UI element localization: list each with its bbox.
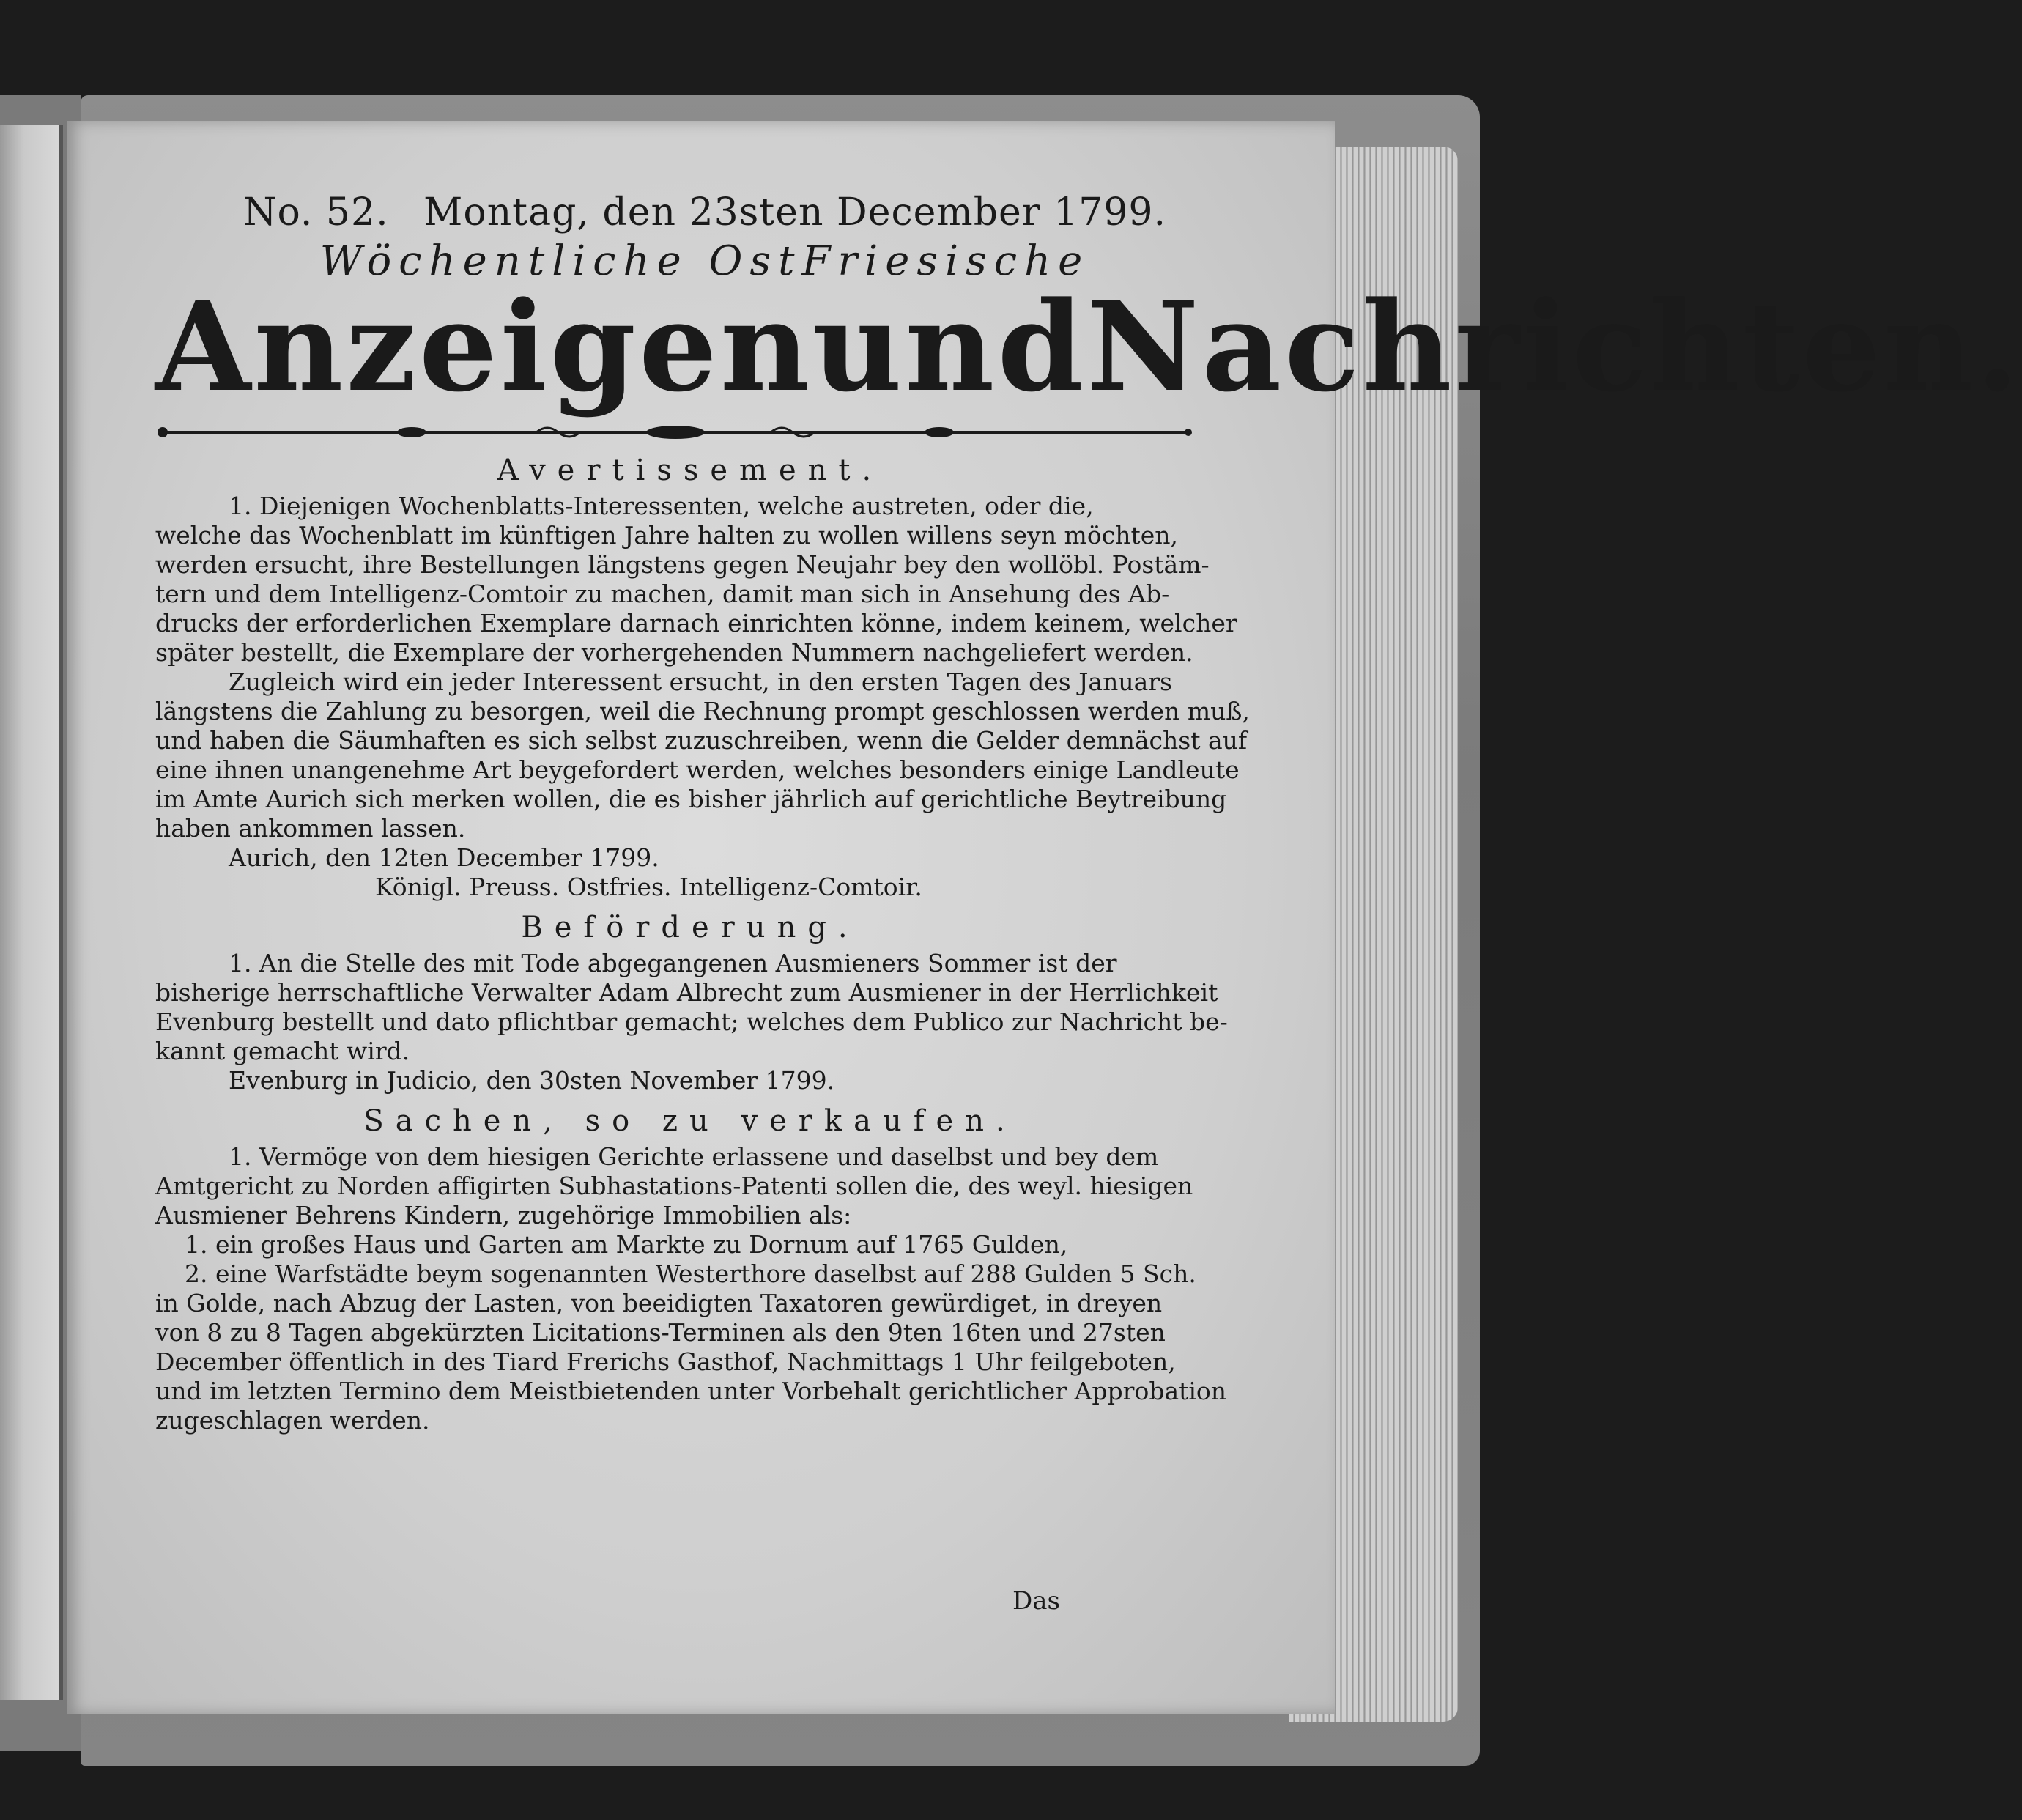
- avertissement-body: [155, 492, 1250, 902]
- text-line: tern und dem Intelligenz-Comtoir zu machen, damit man sich in Ansehung des Ab-: [155, 580, 1170, 608]
- text-line: und haben die Säumhaften es sich selbst zuzuschreiben, wenn die Gelder demnächst auf: [155, 726, 1248, 755]
- verkaufen-body: [155, 1142, 1225, 1435]
- text-line: welche das Wochenblatt im künftigen Jahre halten zu wollen willens seyn möchten,: [155, 521, 1178, 550]
- text-line: zugeschlagen werden.: [155, 1406, 430, 1435]
- left-page-edge: [0, 125, 63, 1700]
- text-line: im Amte Aurich sich merken wollen, die es bisher jährlich auf gerichtliche Beytreibung: [155, 785, 1227, 813]
- page-content: [155, 190, 2022, 1435]
- ornamental-rule: [155, 423, 1196, 442]
- text-line: in Golde, nach Abzug der Lasten, von beeidigten Taxatoren gewürdiget, in dreyen: [155, 1289, 1163, 1317]
- issue-date: Montag, den 23sten December 1799.: [423, 190, 1167, 234]
- issue-number: No. 52.: [242, 190, 389, 234]
- place-date: Aurich, den 12ten December 1799.: [229, 843, 659, 872]
- text-line: und im letzten Termino dem Meistbietenden unter Vorbehalt gerichtlicher Approbation: [155, 1377, 1227, 1405]
- text-line: Ausmiener Behrens Kindern, zugehörige Immobilien als:: [155, 1201, 852, 1229]
- text-line: December öffentlich in des Tiard Frerichs Gasthof, Nachmittags 1 Uhr feilgeboten,: [155, 1347, 1176, 1376]
- masthead-word-1: Anzeigen: [155, 274, 813, 419]
- text-line: längstens die Zahlung zu besorgen, weil die Rechnung prompt geschlossen werden muß,: [155, 697, 1250, 725]
- dateline: [185, 190, 1225, 234]
- masthead-subtitle: Wöchentliche OstFriesische: [319, 237, 1090, 285]
- place-date: Evenburg in Judicio, den 30sten November 1799.: [229, 1066, 835, 1095]
- text-line: 1. Diejenigen Wochenblatts-Interessenten, welche austreten, oder die,: [229, 492, 1094, 520]
- masthead-word-2: und: [812, 274, 1086, 419]
- section-heading-avertissement: Avertissement.: [497, 454, 884, 487]
- section-heading-verkaufen: Sachen, so zu verkaufen.: [363, 1104, 1017, 1138]
- text-line: Zugleich wird ein jeder Interessent ersucht, in den ersten Tagen des Januars: [229, 667, 1172, 696]
- text-line: haben ankommen lassen.: [155, 814, 466, 843]
- text-line: bisherige herrschaftliche Verwalter Adam Albrecht zum Ausmiener in der Herrlichkeit: [155, 978, 1218, 1007]
- text-line: später bestellt, die Exemplare der vorhergehenden Nummern nachgeliefert werden.: [155, 638, 1193, 667]
- catchword: Das: [1012, 1586, 1060, 1616]
- befoerderung-body: [155, 949, 1228, 1095]
- text-line: kannt gemacht wird.: [155, 1037, 410, 1065]
- newspaper-page: [67, 121, 2022, 1714]
- text-line: Amtgericht zu Norden affigirten Subhastations-Patenti sollen die, des weyl. hiesigen: [155, 1172, 1193, 1200]
- signature: Königl. Preuss. Ostfries. Intelligenz-Comtoir.: [375, 873, 922, 901]
- text-line: eine ihnen unangenehme Art beygefordert werden, welches besonders einige Landleute: [155, 755, 1240, 784]
- text-line: 1. Vermöge von dem hiesigen Gerichte erlassene und daselbst und bey dem: [229, 1142, 1159, 1171]
- text-line: 2. eine Warfstädte beym sogenannten Westerthore daselbst auf 288 Gulden 5 Sch.: [185, 1259, 1196, 1288]
- text-line: 1. ein großes Haus und Garten am Markte zu Dornum auf 1765 Gulden,: [185, 1230, 1068, 1259]
- text-line: drucks der erforderlichen Exemplare darnach einrichten könne, indem keinem, welcher: [155, 609, 1237, 637]
- masthead-title: [155, 274, 2022, 419]
- text-line: werden ersucht, ihre Bestellungen längstens gegen Neujahr bey den wollöbl. Postäm-: [155, 550, 1210, 579]
- text-line: 1. An die Stelle des mit Tode abgegangenen Ausmieners Sommer ist der: [229, 949, 1117, 977]
- text-line: Evenburg bestellt und dato pflichtbar gemacht; welches dem Publico zur Nachricht be-: [155, 1007, 1228, 1036]
- masthead-word-3: Nachrichten.: [1086, 274, 2022, 419]
- text-line: von 8 zu 8 Tagen abgekürzten Licitations-Terminen als den 9ten 16ten und 27sten: [155, 1318, 1166, 1347]
- section-heading-befoerderung: Beförderung.: [521, 911, 859, 944]
